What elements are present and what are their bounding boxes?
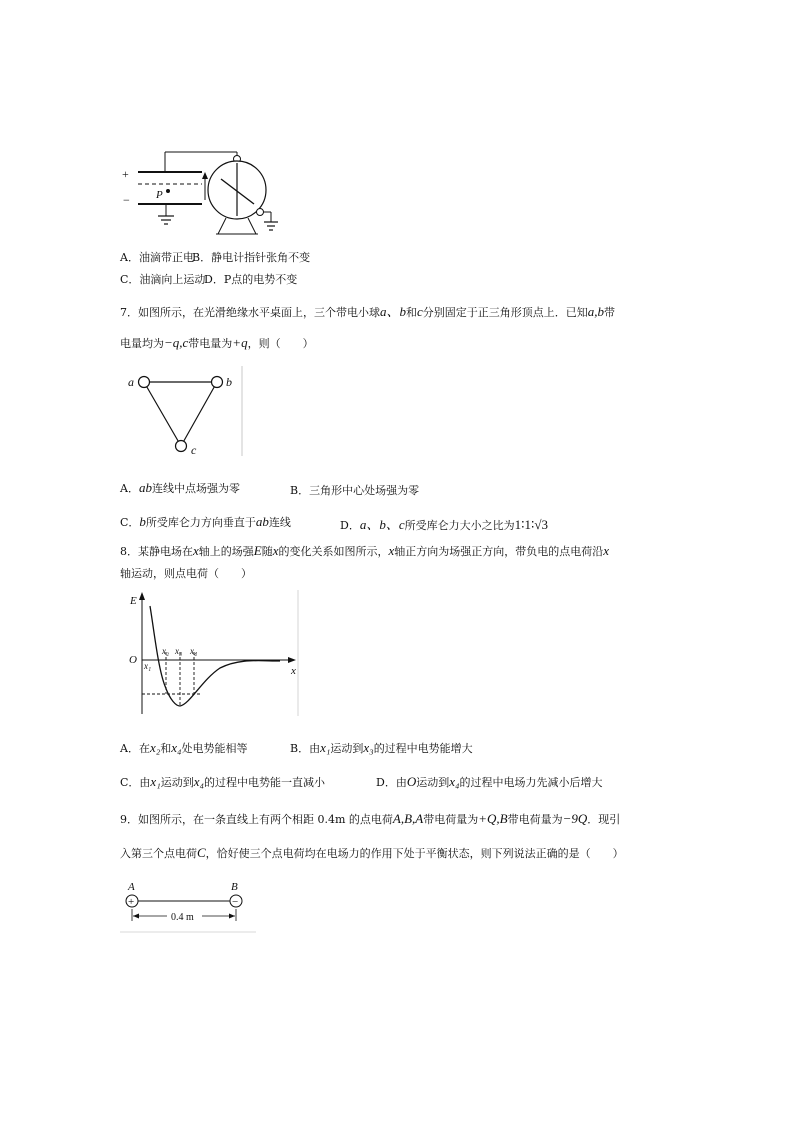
label-a: a xyxy=(128,375,134,389)
x1-label: x₁ xyxy=(144,661,152,671)
two-charges-figure xyxy=(118,878,258,934)
label-a-charge: A xyxy=(128,881,135,893)
q8-stem-line-1: 8．某静电场在x轴上的场强E随x的变化关系如图所示，x轴正方向为场强正方向，带负电的点电荷沿x xyxy=(120,543,610,558)
x4-label: x₄ xyxy=(190,646,198,656)
q6-option-c: C．油滴向上运动 xyxy=(120,273,206,286)
axis-e-label: E xyxy=(130,595,137,607)
minus-charge-sign: − xyxy=(232,896,239,908)
q7-option-b: B．三角形中心处场强为零 xyxy=(290,484,420,497)
plus-charge-sign: + xyxy=(128,896,135,908)
q7-option-d: D．a、b、c所受库仑力大小之比为1∶1∶√3 xyxy=(340,517,549,532)
label-c: c xyxy=(191,443,197,457)
q8-option-c: C．由x₁运动到x₄的过程中电势能一直减小 xyxy=(120,774,326,789)
q7-option-c: C．b所受库仑力方向垂直于ab连线 xyxy=(120,514,291,529)
q6-option-b: B．静电计指针张角不变 xyxy=(192,251,311,264)
q7-stem-line-1: 7．如图所示，在光滑绝缘水平桌面上，三个带电小球a、b和c分别固定于正三角形顶点上．已知a,b带 xyxy=(120,304,616,319)
x3-label: x₃ xyxy=(175,646,183,656)
field-strength-graph xyxy=(120,590,300,718)
q8-option-b: B．由x₁运动到x₃的过程中电势能增大 xyxy=(290,740,473,755)
x2-label: x₂ xyxy=(162,646,170,656)
capacitor-electrometer-figure xyxy=(118,146,293,246)
triangle-charges-figure xyxy=(120,364,245,459)
axis-x-label: x xyxy=(291,665,296,677)
label-b-charge: B xyxy=(231,881,238,893)
q7-stem-line-2: 电量均为−q,c带电量为+q，则（ ） xyxy=(120,335,314,350)
q8-option-a: A．在x₂和x₄处电势能相等 xyxy=(120,740,248,755)
q8-stem-line-2: 轴运动，则点电荷（ ） xyxy=(120,567,252,580)
q8-option-d: D．由O运动到x₄的过程中电场力先减小后增大 xyxy=(376,774,603,789)
plus-sign: + xyxy=(122,167,129,181)
q6-option-a: A．油滴带正电 xyxy=(120,251,194,264)
p-label: P xyxy=(156,189,163,201)
distance-label: 0.4 m xyxy=(171,912,194,923)
origin-label: O xyxy=(129,654,137,666)
minus-sign: − xyxy=(123,193,130,207)
q6-option-d: D．P点的电势不变 xyxy=(204,273,298,286)
q9-stem-line-1: 9．如图所示，在一条直线上有两个相距 0.4m 的点电荷A,B,A带电荷量为+Q,B带电荷量为−9Q．现引 xyxy=(120,811,621,826)
label-b: b xyxy=(226,375,232,389)
q9-stem-line-2: 入第三个点电荷C，恰好使三个点电荷均在电场力的作用下处于平衡状态，则下列说法正确的是（ ） xyxy=(120,845,624,860)
q7-option-a: A．ab连线中点场强为零 xyxy=(120,480,240,495)
